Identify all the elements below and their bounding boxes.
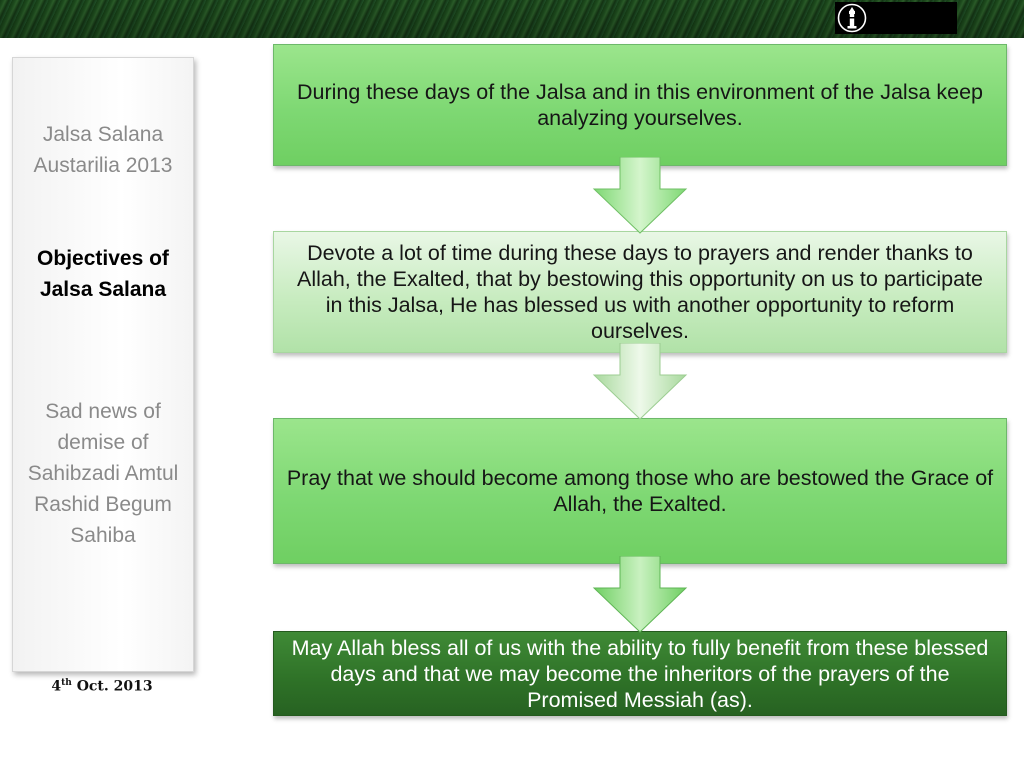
flow-step-4-text: May Allah bless all of us with the ability to fully benefit from these blessed days and that we may become the inheritors of the prayers of the Promised Messiah (as).	[291, 635, 989, 712]
flow-step-1	[273, 44, 1007, 166]
down-arrow-icon	[592, 343, 688, 423]
mosque-minaret-icon	[837, 3, 867, 33]
flow-step-2	[273, 231, 1007, 353]
down-arrow-icon	[592, 556, 688, 636]
flow-step-4	[273, 631, 1007, 716]
down-arrow-icon	[592, 157, 688, 237]
event-title: Jalsa Salana Austarilia 2013	[33, 123, 173, 177]
flow-step-3-text: Pray that we should become among those who are bestowed the Grace of Allah, the Exalted.	[286, 466, 994, 516]
news-text: Sad news of demise of Sahibzadi Amtul Rashid Begum Sahiba	[27, 400, 179, 547]
date-label	[12, 678, 192, 695]
sidebar-panel	[12, 57, 194, 672]
date-day: 4	[51, 678, 62, 695]
date-suffix: th	[61, 678, 72, 688]
flow-step-3	[273, 418, 1007, 564]
objectives-heading: Objectives of Jalsa Salana	[37, 247, 169, 301]
flow-step-1-text: During these days of the Jalsa and in this environment of the Jalsa keep analyzing yourselves.	[296, 80, 984, 130]
date-rest: Oct. 2013	[76, 678, 153, 695]
flow-step-2-text: Devote a lot of time during these days to prayers and render thanks to Allah, the Exalted, that by bestowing this opportunity on us to participate in this Jalsa, He has blessed us with another opportunity to reform ourselves.	[296, 241, 984, 343]
logo-box	[835, 2, 957, 34]
